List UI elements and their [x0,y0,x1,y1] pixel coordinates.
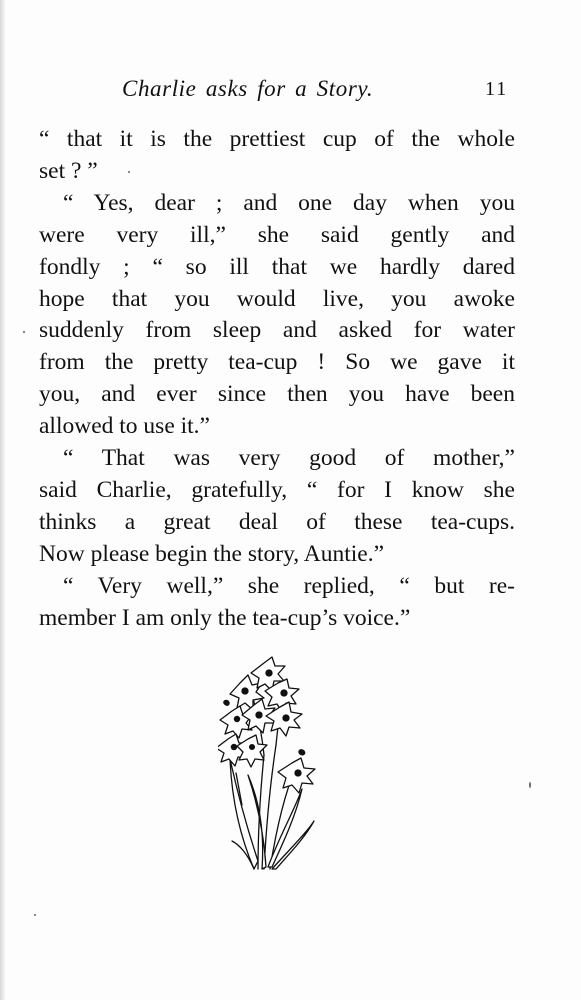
text-line: were very ill,” she said gently and [39,221,515,248]
text-line: suddenly from sleep and asked for water [39,317,515,344]
text-line: “ Yes, dear ; and one day when you [63,189,515,216]
text-line: allowed to use it.” [39,413,210,440]
text-line: member I am only the tea-cup’s voice.” [39,604,411,631]
paper-speck [23,331,25,333]
paper-speck [128,171,130,173]
text-line: “ Very well,” she replied, “ but re- [63,572,515,599]
text-line: set ? ” [39,157,98,184]
text-line: “ that it is the prettiest cup of the whole [39,126,515,152]
paper-speck [34,914,36,916]
text-line: Now please begin the story, Auntie.” [39,540,385,567]
paper-speck [529,782,531,788]
text-line: fondly ; “ so ill that we hardly dared [39,253,515,280]
page-edge [0,0,5,1000]
text-line: thinks a great deal of these tea-cups. [39,508,515,535]
text-line: said Charlie, gratefully, “ for I know she [39,476,515,503]
text-line: from the pretty tea-cup ! So we gave it [39,349,515,376]
running-title: Charlie asks for a Story. [122,76,374,101]
text-line: hope that you would live, you awoke [39,285,515,312]
text-line: “ That was very good of mother,” [63,445,515,472]
flower-sprig-icon [218,655,328,875]
body-text [39,124,515,635]
page-number: 11 [485,78,509,100]
text-line: you, and ever since then you have been [39,381,515,408]
